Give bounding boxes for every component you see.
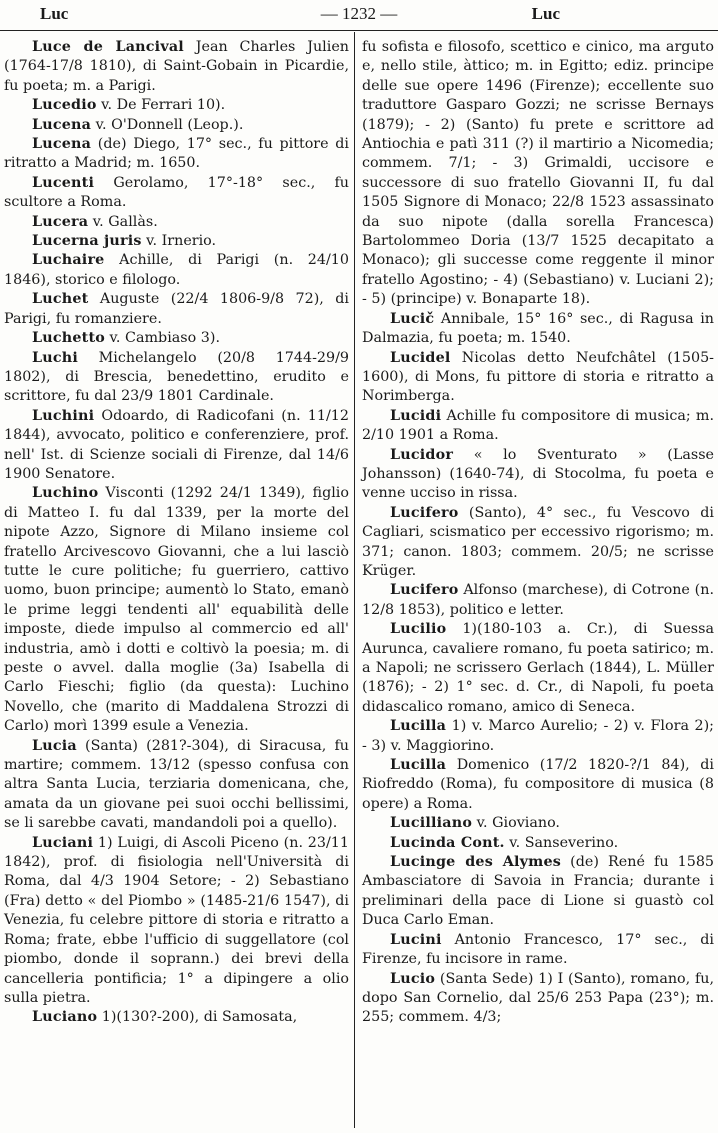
dictionary-entry xyxy=(362,349,714,407)
entry-headword: Lucilla xyxy=(390,718,447,735)
dictionary-entry xyxy=(4,135,349,174)
entry-headword: Lucena xyxy=(32,116,92,133)
dictionary-entry xyxy=(362,931,714,970)
dictionary-entry xyxy=(4,1008,349,1027)
entry-headword: Luchi xyxy=(32,349,78,366)
entry-headword: Luchetto xyxy=(32,330,105,347)
entry-headword: Lucilliano xyxy=(390,815,473,832)
page-number: — 1232 — xyxy=(320,4,398,23)
header-rule xyxy=(0,30,718,31)
entry-headword: Lucerna juris xyxy=(32,233,142,250)
dictionary-entry xyxy=(362,970,714,1028)
dictionary-entry xyxy=(362,446,714,504)
dictionary-entry xyxy=(362,38,714,310)
entry-text: v. Sanseverino. xyxy=(509,834,619,851)
entry-text: Achille fu compositore di musica; m. 2/10 1901 a Roma. xyxy=(362,407,715,444)
entry-text: fu sofista e filosofo, scettico e cinico, ma arguto e, nello stile, àttico; m. in Egitto; ediz. principe delle sue opere 1496 (Firenze); eccellente suo traduttore Gasparo Gozzi; ne scrisse Bernays (1879); - 2) (Santo) fu prete e scrittore ad Antiochia e patì 311 (?) il martirio a Nicomedia; commem. 7/1; - 3) Grimaldi, uccisore e successore di suo fratello Giovanni II, fu dal 1505 Signore di Monaco; 22/8 1523 assassinato da suo nipote (dalla sorella Francesca) Bartolommeo Doria (13/7 1525 decapitato a Monaco); gli successe come reggente il minor fratello Agostino; - 4) (Sebastiano) v. Luciani 2); - 5) (principe) v. Bonaparte 18). xyxy=(362,39,714,308)
entry-text: Achille, di Parigi (n. 24/10 1846), storico e filologo. xyxy=(4,252,349,288)
dictionary-entry xyxy=(362,717,714,756)
entry-headword: Luchaire xyxy=(32,252,105,269)
entry-headword: Lucilla xyxy=(390,757,447,774)
entry-text: Domenico (17/2 1820-?/1 84), di Riofreddo (Roma), fu compositore di musica (8 opere) a Roma. xyxy=(362,757,714,812)
dictionary-entry xyxy=(362,504,714,582)
entry-headword: Lucena xyxy=(32,136,92,153)
entry-text: v. De Ferrari 10). xyxy=(101,97,226,114)
entry-headword: Lucidi xyxy=(390,407,442,424)
entry-headword: Lucifero xyxy=(390,504,459,521)
entry-headword: Lucini xyxy=(390,931,442,948)
dictionary-entry xyxy=(362,581,714,620)
entry-text: (de) Diego, 17° sec., fu pittore di ritratto a Madrid; m. 1650. xyxy=(4,136,349,172)
dictionary-entry xyxy=(4,737,349,834)
dictionary-entry xyxy=(4,38,349,96)
dictionary-entry xyxy=(362,814,714,833)
right-column xyxy=(362,38,714,1028)
entry-text: Visconti (1292 24/1 1349), figlio di Matteo I. fu dal 1339, per la morte del nipote Azzo, Signore di Milano insieme col fratello Arcivescovo Giovanni, che a lui lasciò tutte le cure politiche; fu guerriero, cattivo uomo, buon principe; aumentò lo Stato, emanò le prime leggi tendenti all' equabilità delle imposte, diede impulso al commercio ed all' industria, amò i dotti e coltivò la poesia; m. di peste o avvel. dalla moglie (3a) Isabella di Carlo Fieschi; figlio (da questa): Luchino Novello, che (marito di Maddalena Strozzi di Carlo) morì 1399 esule a Venezia. xyxy=(4,485,349,735)
entry-headword: Luchet xyxy=(32,291,89,308)
dictionary-entry xyxy=(362,834,714,853)
entry-text: « lo Sventurato » (Lasse Johansson) (1640-74), di Stocolma, fu poeta e venne ucciso in rissa. xyxy=(362,446,714,502)
entry-text: Odoardo, di Radicofani (n. 11/12 1844), avvocato, politico e conferenziere, prof. nell' Ist. di Scienze sociali di Firenze, dal 14/6 1900 Senatore. xyxy=(4,407,349,482)
dictionary-entry xyxy=(4,834,349,1009)
entry-headword: Lucifero xyxy=(390,582,459,599)
dictionary-entry xyxy=(4,290,349,329)
entry-text: 1) Luigi, di Ascoli Piceno (n. 23/11 1842), prof. di fisiologia nell'Università di Roma, dal 4/3 1904 Setore; - 2) Sebastiano (Fra) detto « del Piombo » (1485-21/6 1547), di Venezia, fu celebre pittore di storia e ritratto a Roma; frate, ebbe l'ufficio di suggellatore (col piombo, donde il soprann.) dei brevi della cancelleria pontificia; 1° a dipingere a olio sulla pietra. xyxy=(4,834,349,1006)
entry-headword: Lucinda Cont. xyxy=(390,834,505,851)
entry-headword: Lucedio xyxy=(32,97,97,114)
entry-text: 1)(130?-200), di Samosata, xyxy=(101,1009,298,1026)
dictionary-entry xyxy=(4,96,349,115)
entry-text: 1) v. Marco Aurelio; - 2) v. Flora 2); - 3) v. Maggiorino. xyxy=(362,718,714,754)
entry-text: Auguste (22/4 1806-9/8 72), di Parigi, fu romanziere. xyxy=(4,291,350,327)
dictionary-entry xyxy=(4,116,349,135)
dictionary-entry xyxy=(4,407,349,485)
entry-headword: Lucia xyxy=(32,737,77,754)
dictionary-entry xyxy=(4,329,349,348)
dictionary-entry xyxy=(362,407,714,446)
entry-headword: Lucilio xyxy=(390,621,447,638)
entry-text: 1)(180-103 a. Cr.), di Suessa Aurunca, cavaliere romano, fu poeta satirico; m. a Napoli; ne scrissero Gerlach (1844), L. Müller (1876); - 2) 1° sec. d. Cr., di Napoli, fu poeta didascalico romano, amico di Seneca. xyxy=(362,621,715,715)
dictionary-entry xyxy=(362,853,714,931)
entry-headword: Luciano xyxy=(32,1009,98,1026)
entry-text: v. Gioviano. xyxy=(476,815,560,832)
entry-text: v. Irnerio. xyxy=(146,233,217,250)
entry-text: (Santa) (281?-304), di Siracusa, fu martire; commem. 13/12 (spesso confusa con altra Santa Lucia, terziaria domenicana, che, amata da un giovane pei suoi occhi bellissimi, se li sarebbe cavati, mandandoli poi a quello). xyxy=(4,737,349,832)
dictionary-entry xyxy=(362,310,714,349)
dictionary-entry xyxy=(4,174,349,213)
entry-text: (Santa Sede) 1) I (Santo), romano, fu, dopo San Cornelio, dal 25/6 253 Papa (23°); m. 255; commem. 4/3; xyxy=(362,970,714,1026)
entry-text: v. O'Donnell (Leop.). xyxy=(95,116,244,133)
running-head-left: Luc xyxy=(40,4,69,23)
entry-headword: Lucidor xyxy=(390,446,454,463)
entry-headword: Lucinge des Alymes xyxy=(390,854,562,871)
dictionary-entry xyxy=(362,756,714,814)
entry-headword: Lucenti xyxy=(32,174,95,191)
entry-text: (Santo), 4° sec., fu Vescovo di Cagliari, scismatico per eccessivo rigorismo; m. 371; canon. 1803; commem. 20/5; ne scrisse Krüger. xyxy=(362,504,715,579)
running-head-right: Luc xyxy=(531,4,560,23)
page-header xyxy=(0,0,718,26)
dictionary-entry xyxy=(4,213,349,232)
dictionary-entry xyxy=(4,349,349,407)
left-column xyxy=(4,38,349,1028)
entry-headword: Luchino xyxy=(32,485,99,502)
entry-text: v. Cambiaso 3). xyxy=(109,330,220,347)
entry-headword: Lucič xyxy=(390,310,435,327)
entry-headword: Luciani xyxy=(32,834,94,851)
entry-text: (de) René fu 1585 Ambasciatore di Savoia in Francia; durante i preliminari della pace di Lione si guastò col Duca Carlo Eman. xyxy=(362,854,715,929)
entry-text: Michelangelo (20/8 1744-29/9 1802), di Brescia, benedettino, erudito e scrittore, fu dal 23/9 1801 Cardinale. xyxy=(4,349,350,405)
dictionary-entry xyxy=(362,620,714,717)
entry-headword: Luchini xyxy=(32,407,95,424)
entry-text: Annibale, 15° 16° sec., di Ragusa in Dalmazia, fu poeta; m. 1540. xyxy=(362,310,714,347)
entry-text: Nicolas detto Neufchâtel (1505-1600), di Mons, fu pittore di storia e ritratto a Norimberga. xyxy=(362,349,714,405)
entry-headword: Lucio xyxy=(390,970,436,987)
entry-headword: Lucidel xyxy=(390,349,451,366)
entry-headword: Luce de Lancival xyxy=(32,39,184,55)
entry-text: Jean Charles Julien (1764-17/8 1810), di Saint-Gobain in Picardie, fu poeta; m. a Parigi. xyxy=(4,39,349,94)
entry-text: Gerolamo, 17°-18° sec., fu scultore a Roma. xyxy=(4,174,350,211)
entry-headword: Lucera xyxy=(32,213,89,230)
dictionary-entry xyxy=(4,232,349,251)
entry-text: Antonio Francesco, 17° sec., di Firenze, fu incisore in rame. xyxy=(362,931,714,968)
entry-text: v. Gallàs. xyxy=(92,213,158,230)
entry-text: Alfonso (marchese), di Cotrone (n. 12/8 1853), politico e letter. xyxy=(362,582,714,618)
dictionary-entry xyxy=(4,251,349,290)
dictionary-entry xyxy=(4,484,349,736)
column-separator xyxy=(354,32,355,1128)
